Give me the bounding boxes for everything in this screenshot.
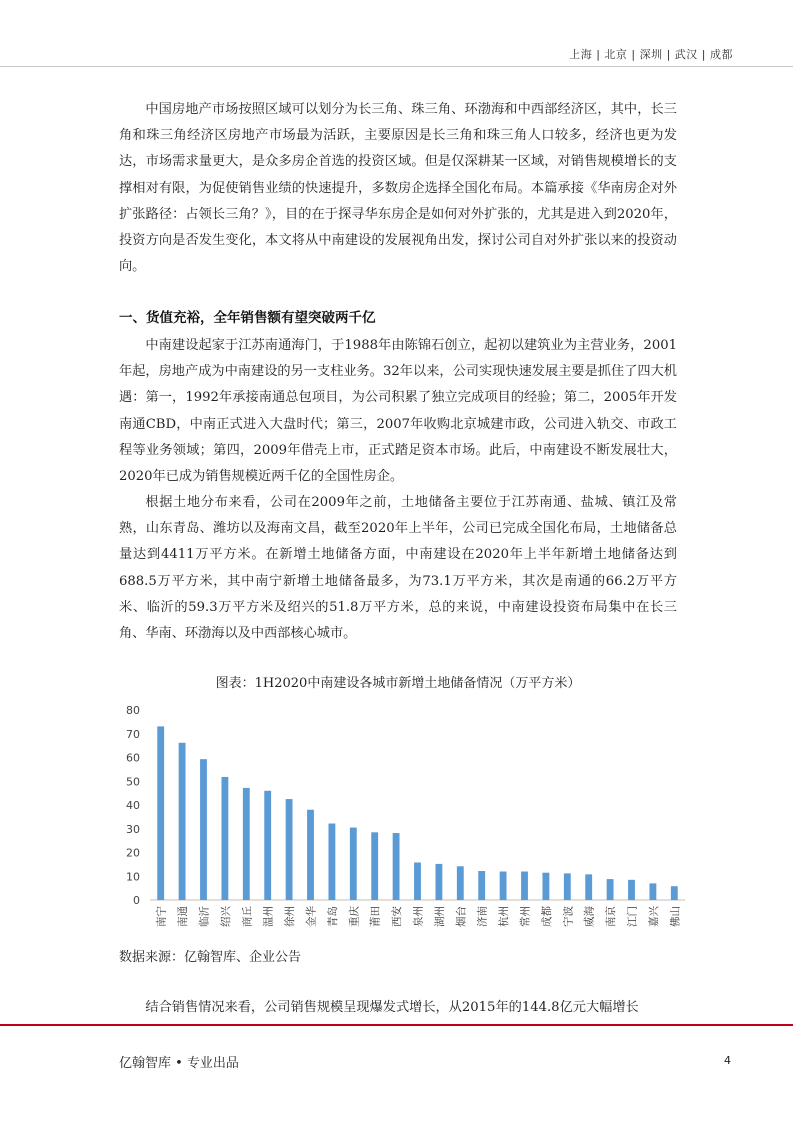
bar (607, 879, 614, 900)
bar (457, 866, 464, 900)
page-number: 4 (724, 1054, 731, 1067)
bar (221, 777, 228, 900)
x-tick-label: 南通 (177, 906, 190, 927)
bar (243, 788, 250, 900)
bar (286, 799, 293, 900)
x-tick-label: 西安 (391, 906, 404, 927)
y-tick-label: 60 (126, 751, 140, 765)
bar (414, 862, 421, 900)
y-tick-label: 50 (126, 775, 140, 789)
data-source: 数据来源：亿翰智库、企业公告 (119, 950, 302, 965)
y-tick-label: 20 (126, 846, 140, 860)
bar (157, 726, 164, 900)
y-tick-label: 10 (126, 870, 140, 884)
bar (393, 833, 400, 900)
x-tick-label: 临沂 (198, 906, 211, 927)
bar (521, 872, 528, 901)
x-tick-label: 杭州 (498, 906, 511, 927)
x-tick-label: 重庆 (348, 906, 361, 927)
x-tick-label: 常州 (519, 906, 532, 927)
x-tick-label: 商丘 (241, 906, 254, 927)
bar (371, 832, 378, 900)
x-tick-label: 嘉兴 (647, 906, 660, 927)
header-divider (0, 66, 793, 67)
x-tick-label: 徐州 (284, 906, 297, 927)
bar (542, 873, 549, 900)
bar (628, 880, 635, 900)
x-tick-label: 江门 (626, 906, 639, 927)
x-tick-label: 南京 (605, 906, 618, 927)
x-tick-label: 莆田 (369, 906, 382, 927)
x-tick-label: 成都 (540, 906, 553, 927)
x-tick-label: 金华 (305, 906, 318, 927)
y-tick-label: 0 (133, 894, 140, 907)
land-reserve-bar-chart (110, 700, 690, 940)
bar (478, 871, 485, 900)
bar (671, 886, 678, 900)
bar (264, 791, 271, 900)
header-cities: 上海 | 北京 | 深圳 | 武汉 | 成都 (569, 48, 733, 61)
bar (435, 864, 442, 900)
x-tick-label: 温州 (262, 906, 275, 927)
y-tick-label: 40 (126, 799, 140, 812)
y-tick-label: 70 (126, 727, 140, 741)
bar (649, 883, 656, 900)
x-tick-label: 泉州 (412, 906, 425, 927)
x-tick-label: 南宁 (155, 906, 168, 927)
intro-paragraph: 中国房地产市场按照区域可以划分为长三角、珠三角、环渤海和中西部经济区，其中，长三角和珠三角经济区房地产市场最为活跃，主要原因是长三角和珠三角人口较多，经济也更为发达，市场需求量更大，是众多房企首选的投资区域。但是仅深耕某一区域，对销售规模增长的支撑相对有限，为促使销售业绩的快速提升，多数房企选择全国化布局。本篇承接《华南房企对外扩张路径：占领长三角？》，目的在于探寻华东房企是如何对外扩张的，尤其是进入到2020年，投资方向是否发生变化，本文将从中南建设的发展视角出发，探讨公司自对外扩张以来的投资动向。 (119, 102, 677, 275)
bar (307, 810, 314, 900)
bar (328, 824, 335, 900)
footer-divider (0, 1024, 793, 1026)
bar (350, 828, 357, 900)
x-tick-label: 佛山 (669, 906, 682, 927)
x-tick-label: 绍兴 (219, 906, 232, 927)
bar (200, 759, 207, 900)
x-tick-label: 宁波 (562, 906, 575, 927)
bar (500, 872, 507, 901)
x-tick-label: 烟台 (455, 906, 468, 927)
x-tick-label: 威海 (583, 906, 596, 927)
y-tick-label: 30 (126, 822, 140, 836)
x-tick-label: 青岛 (326, 906, 339, 927)
section-heading: 一、货值充裕，全年销售额有望突破两千亿 (119, 310, 376, 326)
bar (564, 873, 571, 900)
bar (179, 743, 186, 900)
section-paragraph-2: 根据土地分布来看，公司在2009年之前，土地储备主要位于江苏南通、盐城、镇江及常熟，山东青岛、潍坊以及海南文昌，截至2020年上半年，公司已完成全国化布局，土地储备总量达到4411万平方米。在新增土地储备方面，中南建设在2020年上半年新增土地储备达到688.5万平方米，其中南宁新增土地储备最多，为73.1万平方米，其次是南通的66.2万平方米、临沂的59.3万平方米及绍兴的51.8万平方米，总的来说，中南建设投资布局集中在长三角、华南、环渤海以及中西部核心城市。 (119, 495, 677, 642)
y-tick-label: 80 (126, 704, 140, 717)
bar (585, 874, 592, 900)
closing-paragraph: 结合销售情况来看，公司销售规模呈现爆发式增长，从2015年的144.8亿元大幅增长 (145, 1000, 639, 1015)
x-tick-label: 湖州 (433, 906, 446, 927)
chart-title: 图表：1H2020中南建设各城市新增土地储备情况（万平方米） (215, 676, 581, 691)
footer-brand: 亿翰智库 • 专业出品 (119, 1056, 239, 1071)
x-tick-label: 济南 (476, 906, 489, 927)
section-paragraph-1: 中南建设起家于江苏南通海门，于1988年由陈锦石创立，起初以建筑业为主营业务，2001年起，房地产成为中南建设的另一支柱业务。32年以来，公司实现快速发展主要是抓住了四大机遇：第一，1992年承接南通总包项目，为公司积累了独立完成项目的经验；第二，2005年开发南通CBD，中南正式进入大盘时代；第三，2007年收购北京城建市政，公司进入轨交、市政工程等业务领域；第四，2009年借壳上市，正式踏足资本市场。此后，中南建设不断发展壮大，2020年已成为销售规模近两千亿的全国性房企。 (119, 338, 677, 485)
